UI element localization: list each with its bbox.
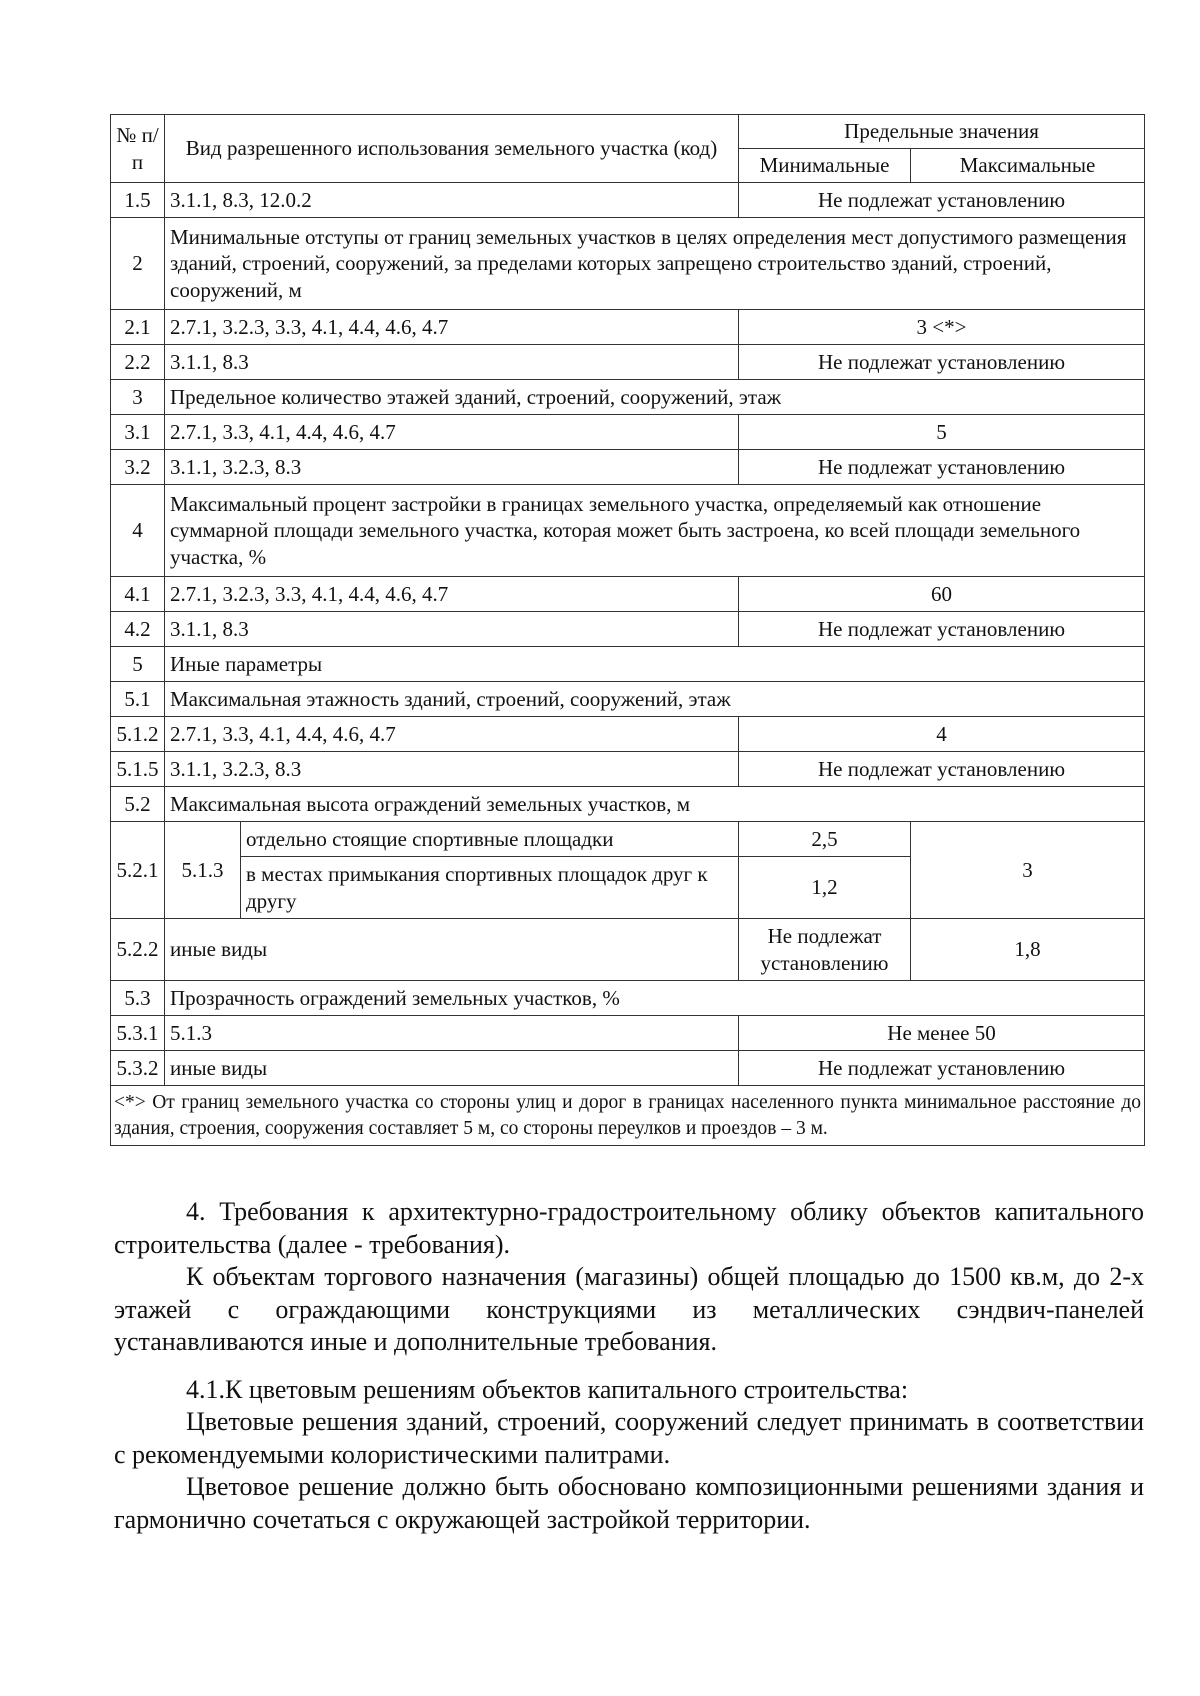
row-codes: 3.1.1, 8.3, 12.0.2	[165, 183, 739, 218]
section-title: Прозрачность ограждений земельных участков, %	[165, 981, 1145, 1016]
row-number: 5.1.5	[111, 752, 165, 787]
row-number: 2.1	[111, 310, 165, 345]
table-row	[111, 1051, 1145, 1086]
row-value: Не подлежат установлению	[739, 612, 1145, 647]
row-codes: 3.1.1, 3.2.3, 8.3	[165, 450, 739, 485]
header-max: Максимальные	[911, 149, 1145, 183]
row-codes: 2.7.1, 3.2.3, 3.3, 4.1, 4.4, 4.6, 4.7	[165, 577, 739, 612]
row-value: 3 <*>	[739, 310, 1145, 345]
header-use-type: Вид разрешенного использования земельного участка (код)	[165, 115, 739, 183]
table-row	[111, 919, 1145, 981]
row-min-value: 2,5	[739, 822, 911, 857]
row-value: Не подлежат установлению	[739, 450, 1145, 485]
row-number: 2.2	[111, 345, 165, 380]
row-number: 5	[111, 647, 165, 682]
section-title: Максимальный процент застройки в границах земельного участка, определяемый как отношение суммарной площади земельного участка, которая может быть застроена, ко всей площади земельного участка, %	[165, 485, 1145, 577]
row-codes: 3.1.1, 3.2.3, 8.3	[165, 752, 739, 787]
table-row	[111, 380, 1145, 415]
row-min-value: Не подлежат установлению	[739, 919, 911, 981]
row-codes: иные виды	[165, 919, 739, 981]
row-number: 3.2	[111, 450, 165, 485]
section-title: Иные параметры	[165, 647, 1145, 682]
row-max-value: 1,8	[911, 919, 1145, 981]
table-row	[111, 218, 1145, 310]
table-row	[111, 450, 1145, 485]
row-number: 5.2.1	[111, 822, 165, 919]
table-row	[111, 415, 1145, 450]
table-row	[111, 1086, 1145, 1146]
paragraph-color-heading: 4.1.К цветовым решениям объектов капитального строительства:	[186, 1374, 909, 1404]
row-codes: 2.7.1, 3.3, 4.1, 4.4, 4.6, 4.7	[165, 415, 739, 450]
section-title: Предельное количество этажей зданий, строений, сооружений, этаж	[165, 380, 1145, 415]
row-value: Не подлежат установлению	[739, 345, 1145, 380]
row-code: 5.1.3	[165, 822, 241, 919]
section-title: Минимальные отступы от границ земельных участков в целях определения мест допустимого размещения зданий, строений, сооружений, за пределами которых запрещено строительство зданий, строений, сооружений, м	[165, 218, 1145, 310]
document-body	[114, 1196, 1144, 1536]
row-number: 5.3	[111, 981, 165, 1016]
table-row	[111, 981, 1145, 1016]
row-value: Не подлежат установлению	[739, 1051, 1145, 1086]
table-row	[111, 787, 1145, 822]
header-min: Минимальные	[739, 149, 911, 183]
row-subtype: в местах примыкания спортивных площадок друг к другу	[241, 857, 739, 919]
table-row	[111, 485, 1145, 577]
header-num: № п/п	[111, 115, 165, 183]
row-max-value: 3	[911, 822, 1145, 919]
row-number: 4	[111, 485, 165, 577]
row-subtype: отдельно стоящие спортивные площадки	[241, 822, 739, 857]
table-row	[111, 1016, 1145, 1051]
table-footnote: <*> От границ земельного участка со стороны улиц и дорог в границах населенного пункта минимальное расстояние до здания, строения, сооружения составляет 5 м, со стороны переулков и проездов – 3 м.	[111, 1086, 1145, 1146]
row-number: 3	[111, 380, 165, 415]
row-codes: 2.7.1, 3.3, 4.1, 4.4, 4.6, 4.7	[165, 717, 739, 752]
row-value: 5	[739, 415, 1145, 450]
table-row	[111, 612, 1145, 647]
table-row	[111, 647, 1145, 682]
header-limit-values: Предельные значения	[739, 115, 1145, 149]
paragraph-requirements: 4. Требования к архитектурно-градостроительному облику объектов капитального строительства (далее - требования).	[114, 1197, 1144, 1259]
row-codes: 5.1.3	[165, 1016, 739, 1051]
row-number: 4.2	[111, 612, 165, 647]
row-min-value: 1,2	[739, 857, 911, 919]
table-row	[111, 183, 1145, 218]
row-number: 5.1.2	[111, 717, 165, 752]
row-number: 3.1	[111, 415, 165, 450]
regulations-table	[110, 114, 1145, 1146]
row-codes: 3.1.1, 8.3	[165, 612, 739, 647]
row-number: 5.1	[111, 682, 165, 717]
row-number: 5.2	[111, 787, 165, 822]
table-row	[111, 717, 1145, 752]
row-value: 4	[739, 717, 1145, 752]
row-number: 2	[111, 218, 165, 310]
row-number: 5.3.2	[111, 1051, 165, 1086]
row-value: Не подлежат установлению	[739, 752, 1145, 787]
table-row	[111, 345, 1145, 380]
section-title: Максимальная высота ограждений земельных участков, м	[165, 787, 1145, 822]
table-row	[111, 310, 1145, 345]
row-number: 5.3.1	[111, 1016, 165, 1051]
row-number: 5.2.2	[111, 919, 165, 981]
row-value: Не менее 50	[739, 1016, 1145, 1051]
table-row	[111, 577, 1145, 612]
row-codes: иные виды	[165, 1051, 739, 1086]
paragraph-color-justification: Цветовое решение должно быть обосновано композиционными решениями здания и гармонично сочетаться с окружающей застройкой территории.	[114, 1472, 1144, 1534]
paragraph-color-palettes: Цветовые решения зданий, строений, сооружений следует принимать в соответствии с рекомендуемыми колористическими палитрами.	[114, 1407, 1144, 1469]
table-row	[111, 752, 1145, 787]
section-title: Максимальная этажность зданий, строений, сооружений, этаж	[165, 682, 1145, 717]
row-codes: 3.1.1, 8.3	[165, 345, 739, 380]
row-codes: 2.7.1, 3.2.3, 3.3, 4.1, 4.4, 4.6, 4.7	[165, 310, 739, 345]
row-number: 1.5	[111, 183, 165, 218]
paragraph-retail-objects: К объектам торгового назначения (магазины) общей площадью до 1500 кв.м, до 2-х этажей с ограждающими конструкциями из металлических сэндвич-панелей устанавливаются иные и дополнительные требования.	[114, 1262, 1144, 1356]
row-number: 4.1	[111, 577, 165, 612]
table-row	[111, 822, 1145, 857]
table-row	[111, 682, 1145, 717]
row-value: 60	[739, 577, 1145, 612]
row-value: Не подлежат установлению	[739, 183, 1145, 218]
